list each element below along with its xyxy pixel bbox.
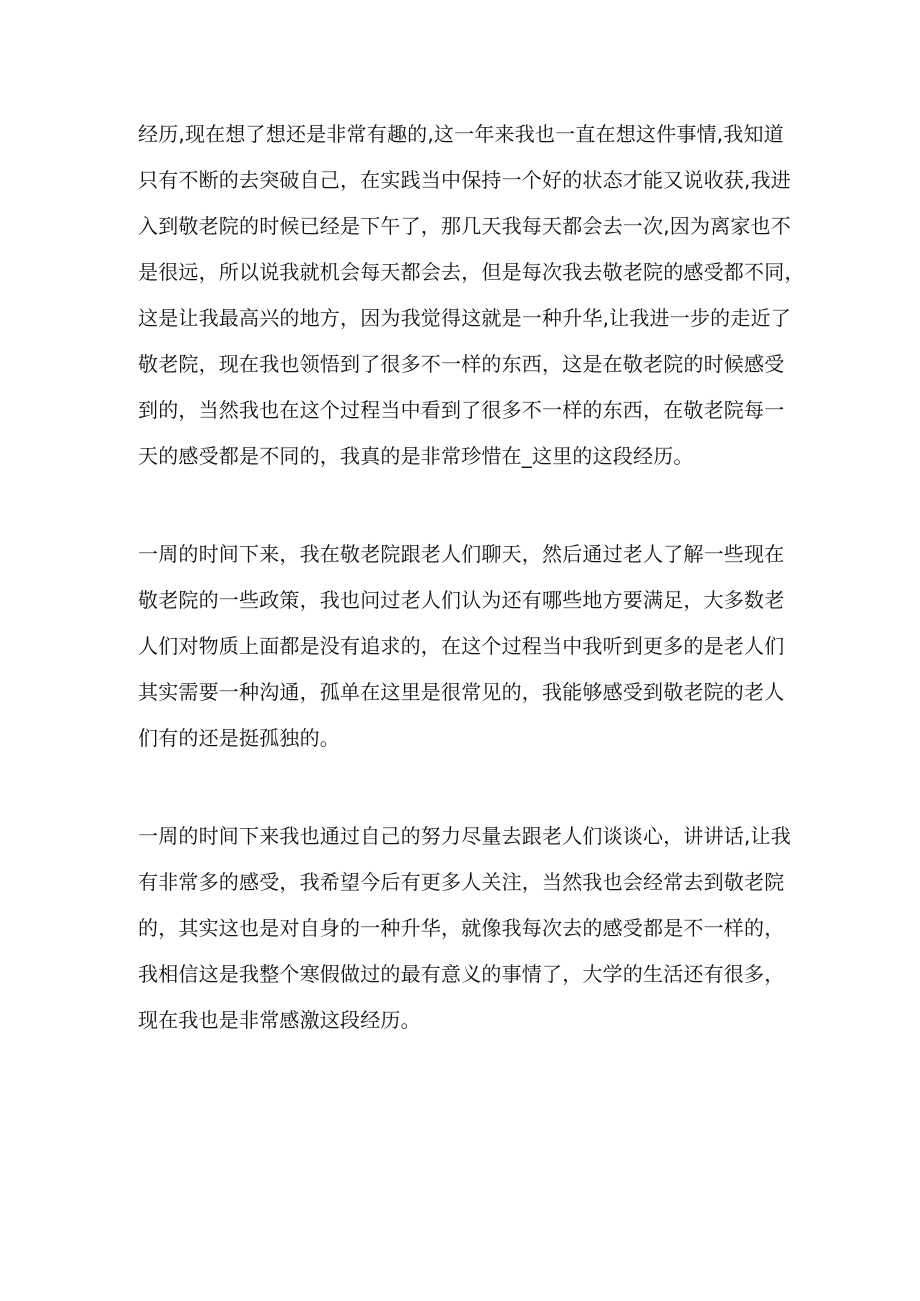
text-line: 一周的时间下来我也通过自己的努力尽量去跟老人们谈谈心，讲讲话,让我 (138, 824, 791, 848)
text-line: 一周的时间下来，我在敬老院跟老人们聊天，然后通过老人了解一些现在 (138, 542, 785, 566)
text-line: 有非常多的感受，我希望今后有更多人关注，当然我也会经常去到敬老院 (138, 870, 785, 894)
paragraph-1 (138, 111, 805, 479)
text-line: 经历,现在想了想还是非常有趣的,这一年来我也一直在想这件事情,我知道 (138, 122, 784, 146)
text-line: 只有不断的去突破自己，在实践当中保持一个好的状态才能又说收获,我进 (138, 168, 791, 192)
text-line: 到的，当然我也在这个过程当中看到了很多不一样的东西，在敬老院每一 (138, 398, 785, 422)
text-line: 的，其实这也是对自身的一种升华，就像我每次去的感受都是不一样的， (138, 916, 785, 940)
paragraph-2 (138, 531, 798, 761)
text-line: 我相信这是我整个寒假做过的最有意义的事情了，大学的生活还有很多， (138, 962, 785, 986)
text-line: 是很远，所以说我就机会每天都会去，但是每次我去敬老院的感受都不同， (138, 260, 805, 284)
text-line: 天的感受都是不同的，我真的是非常珍惜在_这里的这段经历。 (138, 444, 694, 468)
paragraph-3 (138, 813, 798, 1043)
text-line: 这是让我最高兴的地方，因为我觉得这就是一种升华,让我进一步的走近了 (138, 306, 791, 330)
text-line: 现在我也是非常感激这段经历。 (138, 1008, 421, 1032)
document-body (138, 111, 805, 1095)
text-line: 入到敬老院的时候已经是下午了，那几天我每天都会去一次,因为离家也不 (138, 214, 791, 238)
text-line: 敬老院，现在我也领悟到了很多不一样的东西，这是在敬老院的时候感受 (138, 352, 785, 376)
text-line: 人们对物质上面都是没有追求的，在这个过程当中我听到更多的是老人们 (138, 634, 785, 658)
text-line: 们有的还是挺孤独的。 (138, 726, 340, 750)
text-line: 敬老院的一些政策，我也问过老人们认为还有哪些地方要满足，大多数老 (138, 588, 785, 612)
text-line: 其实需要一种沟通，孤单在这里是很常见的，我能够感受到敬老院的老人 (138, 680, 785, 704)
